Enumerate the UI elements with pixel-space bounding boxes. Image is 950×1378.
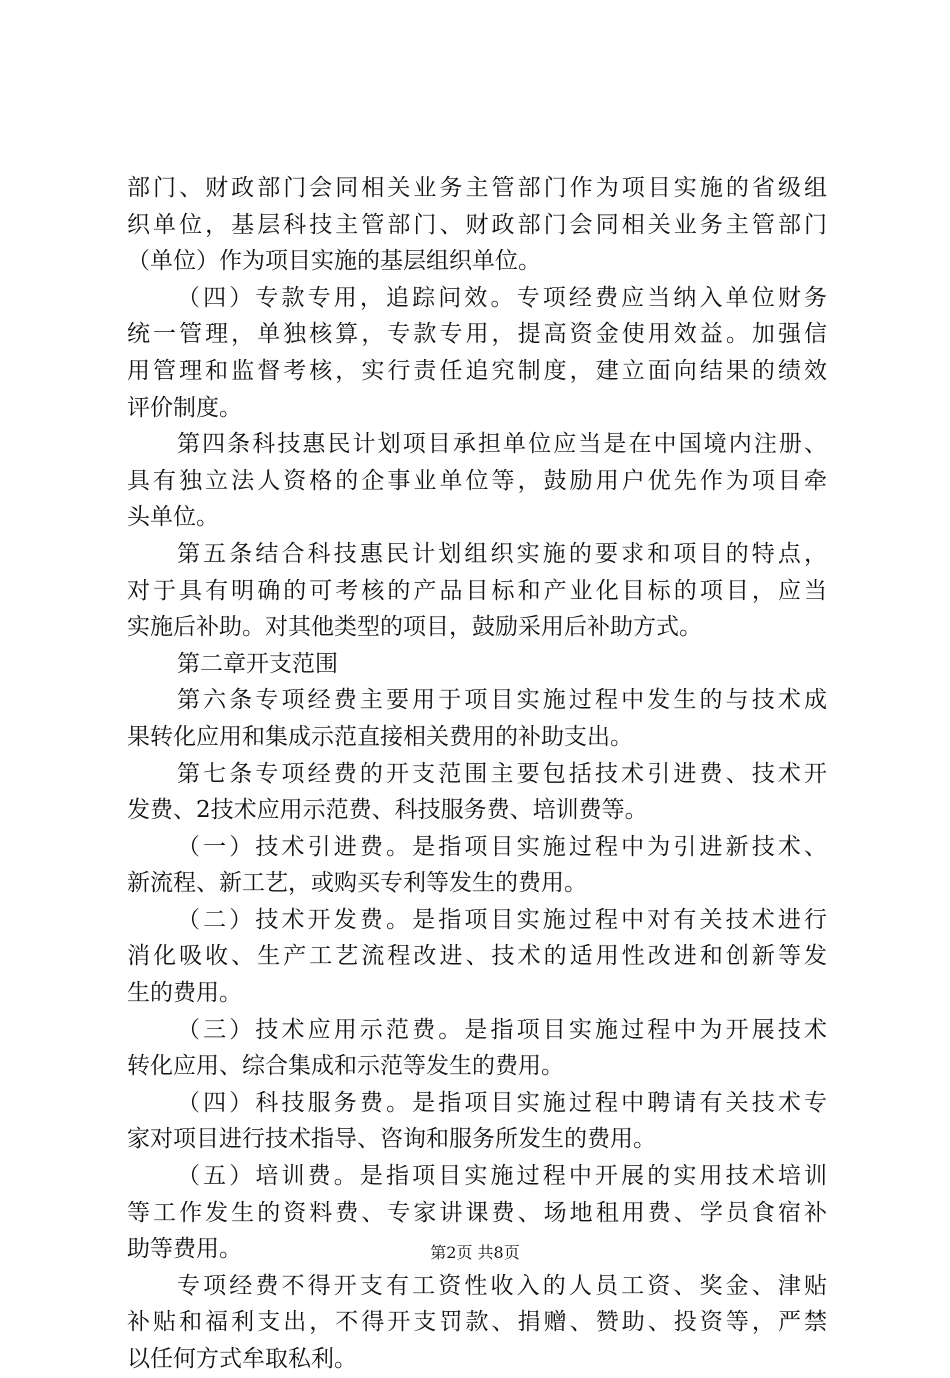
text-line: （四）专款专用，追踪问效。专项经费应当纳入单位财务: [177, 284, 827, 311]
text-line: 补贴和福利支出，不得开支罚款、捐赠、赞助、投资等，严禁: [127, 1309, 827, 1336]
text-line: 新流程、新工艺，或购买专利等发生的费用。: [127, 870, 587, 897]
text-line: 生的费用。: [127, 980, 242, 1007]
text-line: 用管理和监督考核，实行责任追究制度，建立面向结果的绩效: [127, 357, 827, 384]
text-line: （单位）作为项目实施的基层组织单位。: [127, 248, 541, 275]
text-line: （四）科技服务费。是指项目实施过程中聘请有关技术专: [177, 1089, 827, 1116]
text-line: （五）培训费。是指项目实施过程中开展的实用技术培训: [177, 1163, 827, 1190]
text-line: 实施后补助。对其他类型的项目，鼓励采用后补助方式。: [127, 614, 702, 641]
text-line: 对于具有明确的可考核的产品目标和产业化目标的项目，应当: [127, 577, 827, 604]
text-line: 第四条科技惠民计划项目承担单位应当是在中国境内注册、: [177, 431, 827, 458]
text-line: 部门、财政部门会同相关业务主管部门作为项目实施的省级组: [127, 175, 827, 201]
text-line: （三）技术应用示范费。是指项目实施过程中为开展技术: [177, 1016, 827, 1043]
text-line: 家对项目进行技术指导、咨询和服务所发生的费用。: [127, 1126, 656, 1153]
text-line: 以任何方式牟取私利。: [127, 1346, 357, 1372]
text-line: 第七条专项经费的开支范围主要包括技术引进费、技术开: [177, 760, 827, 787]
text-line: 统一管理，单独核算，专款专用，提高资金使用效益。加强信: [127, 321, 827, 348]
text-line: 消化吸收、生产工艺流程改进、技术的适用性改进和创新等发: [127, 943, 827, 970]
text-line: 第二章开支范围: [177, 650, 338, 677]
text-line: （一）技术引进费。是指项目实施过程中为引进新技术、: [177, 833, 827, 860]
text-line: 头单位。: [127, 504, 219, 531]
text-line: （二）技术开发费。是指项目实施过程中对有关技术进行: [177, 906, 827, 933]
text-line: 等工作发生的资料费、专家讲课费、场地租用费、学员食宿补: [127, 1199, 827, 1226]
text-line: 第六条专项经费主要用于项目实施过程中发生的与技术成: [177, 687, 827, 714]
text-line: 转化应用、综合集成和示范等发生的费用。: [127, 1053, 564, 1080]
text-line: 织单位，基层科技主管部门、财政部门会同相关业务主管部门: [127, 211, 827, 238]
text-line: 发费、2技术应用示范费、科技服务费、培训费等。: [127, 797, 648, 824]
text-line: 具有独立法人资格的企事业单位等，鼓励用户优先作为项目牵: [127, 467, 827, 494]
text-line: 第五条结合科技惠民计划组织实施的要求和项目的特点，: [177, 540, 827, 567]
document-body: [127, 170, 827, 1378]
page-footer: 第2页 共8页: [430, 1243, 520, 1262]
text-line: 专项经费不得开支有工资性收入的人员工资、奖金、津贴: [177, 1272, 827, 1299]
text-line: 评价制度。: [127, 394, 242, 421]
text-line: 助等费用。: [127, 1236, 242, 1263]
text-line: 果转化应用和集成示范直接相关费用的补助支出。: [127, 723, 633, 750]
